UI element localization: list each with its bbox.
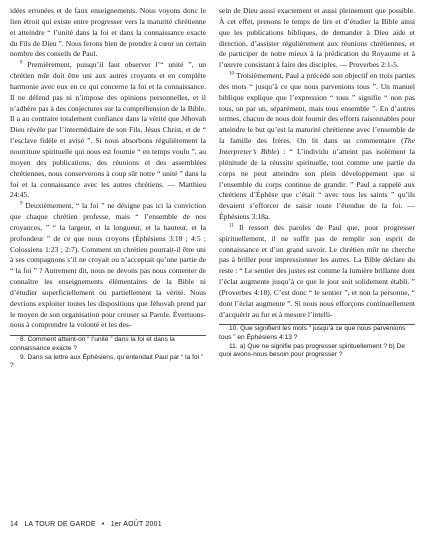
cited-work-title: The Interpreter’s Bible xyxy=(219,136,415,156)
magazine-title: LA TOUR DE GARDE xyxy=(24,521,96,528)
paragraph-text-start: Troisièmement, Paul a précédé son objectif en trois parties des mots “ jusqu’à ce que nous parvenions tous ”. Un manuel biblique explique que l’expression “ tous ” signifie “ non pas tous, un par un, séparément, mais tous ensemble ”. En d’autres termes, chacun de nous doit fournir des efforts raisonnables pour atteindre le but qu’est la maturité chrétienne avec l’ensemble de la famille des frères. On lit dans un commentaire ( xyxy=(219,71,415,146)
left-column xyxy=(10,6,206,371)
right-column xyxy=(219,6,415,360)
paragraph-9-end: sein de Dieu aussi exactement et aussi pleinement que possible. À cet effet, prenons le temps de lire et d’étudier la Bible ainsi que les publications bibliques, de demander à Dieu aide et direction, d’assister régulièrement aux réunions chrétiennes, et de participer de notre mieux à la prédication du Royaume et à l’œuvre consistant à faire des disciples. — Proverbes 2:1-5. xyxy=(219,6,415,70)
paragraph-text-end: ) : “ L’individu n’atteint pas isolément la plénitude de la réussite spirituelle, tout comme une partie du corps ne peut atteindre son plein développement que si l’ensemble du corps continue de grandir. ” Paul a rappelé aux chrétiens d’Éphèse que c’était “ avec tous les saints ” qu’ils devaient s’efforcer de saisir toute l’étendue de la foi. — Éphésiens 3:18a. xyxy=(219,146,415,222)
question-text: Dans sa lettre aux Éphésiens, qu’entendait Paul par “ la foi ” ? xyxy=(10,353,204,370)
issue-date: 1er AOÛT 2001 xyxy=(110,521,162,528)
paragraph-10 xyxy=(219,71,415,223)
paragraph-number: 11 xyxy=(229,223,234,229)
footer-separator: • xyxy=(101,521,105,528)
paragraph-text: Deuxièmement, “ la foi ” ne désigne pas ici la conviction que chaque chrétien professe, mais “ l’ensemble de nos croyances, ” “ la largeur, et la longueur, et la hauteur, et la profondeur ” de ce que nous croyons (Éphésiens 3:18 ; 4:5 ; Colossiens 1:23 ; 2:7). Comment un chrétien pourrait-il être uni à ses compagnons s’il ne croyait ou n’acceptait qu’une partie de “ la foi ” ? Autrement dit, nous ne devons pas nous contenter de connaître les enseignements élémentaires de la Bible ni d’étudier superficiellement ou partiellement la vérité. Nous devrions exploiter toutes les dispositions que Jéhovah prend par le moyen de son organisation pour creuser sa Parole. Évertuons-nous à comprendre la volonté et les des- xyxy=(10,201,206,330)
paragraph-11 xyxy=(219,223,415,321)
study-question-8 xyxy=(10,336,206,353)
paragraph-number: 8 xyxy=(20,60,23,66)
paragraph-7-end: idées erronées et de faux enseignements. Nous voyons donc le lien étroit qui existe entre progresser vers la maturité chrétienne et atteindre “ l’unité dans la foi et dans la connaissance exacte du Fils de Dieu ”. Nous ferons bien de prendre à cœur un certain nombre des conseils de Paul. xyxy=(10,6,206,59)
question-text: Comment atteint-on “ l’unité ” dans la foi et dans la connaissance exacte ? xyxy=(10,336,175,352)
paragraph-number: 10 xyxy=(229,71,234,77)
study-question-11 xyxy=(219,343,415,360)
question-number: 8. xyxy=(20,336,26,344)
paragraph-number: 9 xyxy=(20,201,23,207)
question-text: a) Que ne signifie pas progresser spirituellement ? b) De quoi avons-nous besoin pour progresser ? xyxy=(219,342,405,359)
page-footer xyxy=(10,521,166,528)
paragraph-text: Il ressort des paroles de Paul que, pour progresser spirituellement, il ne suffit pas de remplir son esprit de connaissance et d’un grand savoir. Le chrétien mûr ne cherche pas à briller pour impressionner les autres. La Bible déclare du reste : “ Le sentier des justes est comme la lumière brillante dont l’éclat augmente jusqu’à ce que le jour soit solidement établi. ” (Proverbes 4:18). C’est donc “ le sentier ”, et non la personne, “ dont l’éclat augmente ”. Si nous nous efforçons continuellement d’acquérir au fur et à mesure l’intelli- xyxy=(219,222,415,319)
question-number: 9. xyxy=(20,353,26,361)
page-number: 14 xyxy=(10,521,19,528)
question-number: 11. xyxy=(229,342,238,350)
paragraph-8 xyxy=(10,60,206,201)
study-question-10 xyxy=(219,325,415,342)
paragraph-9 xyxy=(10,201,206,331)
question-text: Que signifient les mots “ jusqu’à ce que nous parvenions tous ” en Éphésiens 4:13 ? xyxy=(219,325,406,342)
paragraph-text: Premièrement, puisqu’il faut observer l’“ unité ”, un chrétien mûr doit être uni aux autres croyants et en complète harmonie avec eux en ce qui concerne la foi et la connaissance. Il ne défend pas ni n’impose des opinions personnelles, et il n’adhère pas à des conjectures sur la compréhension de la Bible. Il a au contraire totalement confiance dans la vérité que Jéhovah Dieu révèle par l’intermédiaire de son Fils, Jésus Christ, et de “ l’esclave fidèle et avisé ”. Si nous absorbons régulièrement la nourriture spirituelle qui nous est fournie “ en temps voulu ”, au moyen des publications, des réunions et des assemblées chrétiennes, nous conserverons à coup sûr notre “ unité ” dans la foi et la connaissance avec les autres chrétiens. — Matthieu 24:45. xyxy=(10,60,207,200)
question-number: 10. xyxy=(229,325,239,333)
study-question-9 xyxy=(10,354,206,371)
